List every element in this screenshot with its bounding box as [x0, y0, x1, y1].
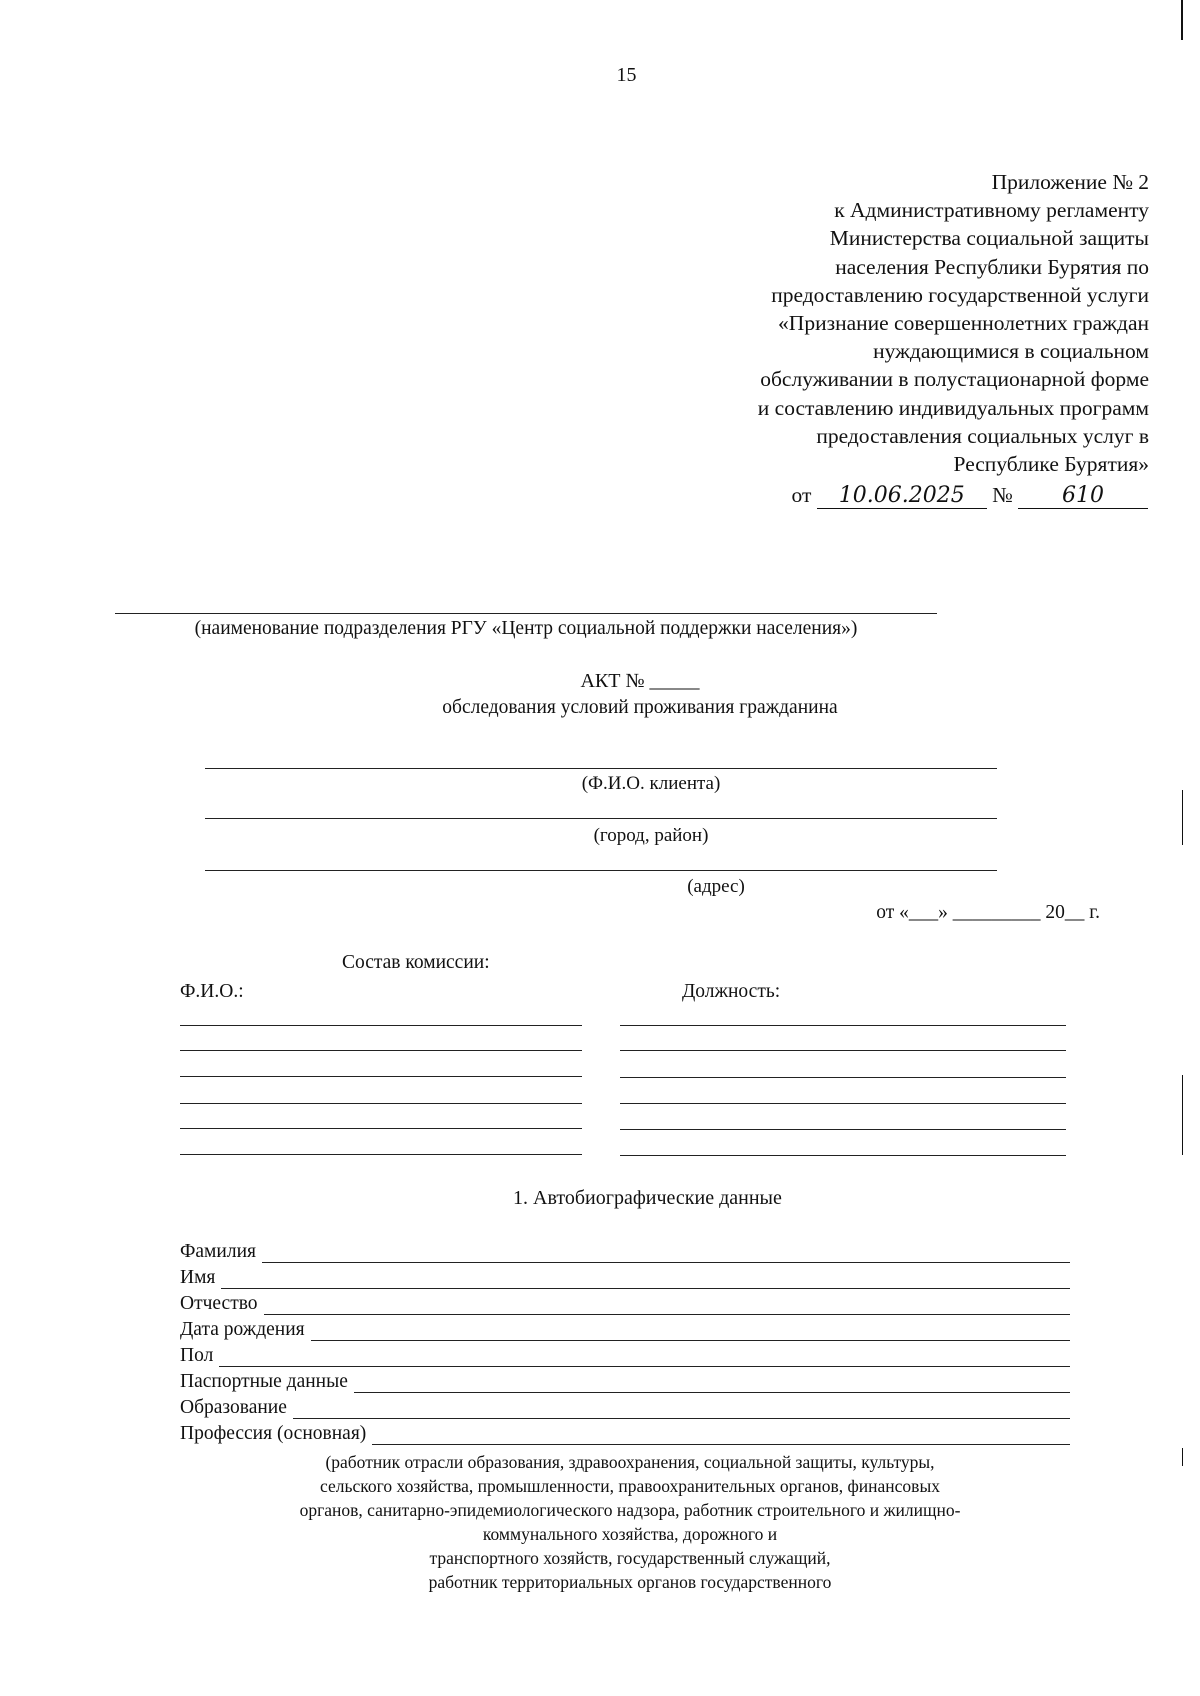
note-line: (работник отрасли образования, здравоохранения, социальной защиты, культуры, [325, 1452, 935, 1472]
scan-edge-mark [1181, 0, 1183, 40]
field-profession [180, 1420, 1070, 1445]
field-education [180, 1394, 1070, 1419]
act-subtitle: обследования условий проживания гражданина [442, 697, 838, 718]
appendix-line: Республике Бурятия» [953, 452, 1149, 477]
field-label: Отчество [180, 1293, 258, 1314]
field-line [221, 1268, 1070, 1289]
city-caption: (город, район) [593, 825, 709, 846]
fio-line [180, 1154, 582, 1155]
client-name-line [205, 768, 997, 769]
date-prefix: от [791, 483, 812, 507]
field-surname [180, 1238, 1070, 1263]
city-line [205, 818, 997, 819]
field-label: Образование [180, 1397, 287, 1418]
profession-note [200, 1450, 1060, 1594]
fio-line [180, 1076, 582, 1077]
client-caption: (Ф.И.О. клиента) [581, 773, 721, 794]
position-label: Должность: [682, 981, 781, 1002]
field-label: Паспортные данные [180, 1371, 348, 1392]
note-line: транспортного хозяйств, государственный служащий, [429, 1548, 831, 1568]
position-line [620, 1050, 1066, 1051]
note-line: коммунального хозяйства, дорожного и [482, 1524, 778, 1544]
field-sex [180, 1342, 1070, 1367]
fio-line [180, 1025, 582, 1026]
number-prefix: № [992, 483, 1013, 507]
fio-line [180, 1050, 582, 1051]
org-name-line [115, 613, 937, 614]
fio-line [180, 1128, 582, 1129]
handwritten-date: 10.06.2025 [817, 484, 987, 509]
field-line [354, 1372, 1070, 1393]
commission-title: Состав комиссии: [342, 952, 490, 973]
note-line: работник территориальных органов государственного [428, 1572, 832, 1592]
field-line [262, 1242, 1070, 1263]
scan-edge-mark [1182, 1075, 1183, 1155]
appendix-header [589, 168, 1149, 478]
position-line [620, 1077, 1066, 1078]
scan-edge-mark [1182, 1448, 1183, 1466]
appendix-line: предоставления социальных услуг в [816, 423, 1149, 448]
section-title: 1. Автобиографические данные [513, 1187, 782, 1209]
field-line [264, 1294, 1070, 1315]
position-line [620, 1103, 1066, 1104]
page-number: 15 [616, 64, 637, 86]
field-line [372, 1424, 1070, 1445]
appendix-line: к Административному регламенту [834, 198, 1149, 223]
act-title: АКТ № _____ [580, 670, 700, 692]
field-label: Дата рождения [180, 1319, 305, 1340]
handwritten-number: 610 [1018, 484, 1148, 509]
regulation-date-number [791, 483, 1148, 509]
field-label: Фамилия [180, 1241, 256, 1262]
appendix-line: предоставлению государственной услуги [771, 282, 1149, 307]
address-line [205, 870, 997, 871]
field-label: Профессия (основная) [180, 1423, 367, 1444]
field-passport [180, 1368, 1070, 1393]
note-line: органов, санитарно-эпидемиологического надзора, работник строительного и жилищно- [299, 1500, 961, 1520]
appendix-line: Приложение № 2 [991, 170, 1149, 194]
appendix-line: обслуживании в полустационарной форме [760, 367, 1149, 392]
field-birth-date [180, 1316, 1070, 1341]
position-line [620, 1025, 1066, 1026]
appendix-line: и составлению индивидуальных программ [757, 395, 1149, 420]
fio-label: Ф.И.О.: [180, 981, 244, 1002]
position-line [620, 1155, 1066, 1156]
fio-line [180, 1103, 582, 1104]
appendix-line: нуждающимися в социальном [873, 339, 1149, 364]
position-line [620, 1129, 1066, 1130]
act-date: от «___» _________ 20__ г. [876, 902, 1100, 923]
field-line [293, 1398, 1070, 1419]
appendix-line: населения Республики Бурятия по [835, 254, 1149, 279]
field-line [311, 1320, 1070, 1341]
appendix-line: Министерства социальной защиты [829, 226, 1149, 251]
field-label: Имя [180, 1267, 216, 1288]
field-name [180, 1264, 1070, 1289]
address-caption: (адрес) [687, 876, 745, 897]
org-caption: (наименование подразделения РГУ «Центр социальной поддержки населения») [194, 618, 858, 639]
field-patronymic [180, 1290, 1070, 1315]
field-label: Пол [180, 1345, 214, 1366]
appendix-line: «Признание совершеннолетних граждан [778, 311, 1149, 336]
note-line: сельского хозяйства, промышленности, правоохранительных органов, финансовых [320, 1476, 940, 1496]
field-line [219, 1346, 1070, 1367]
scan-edge-mark [1182, 790, 1183, 845]
